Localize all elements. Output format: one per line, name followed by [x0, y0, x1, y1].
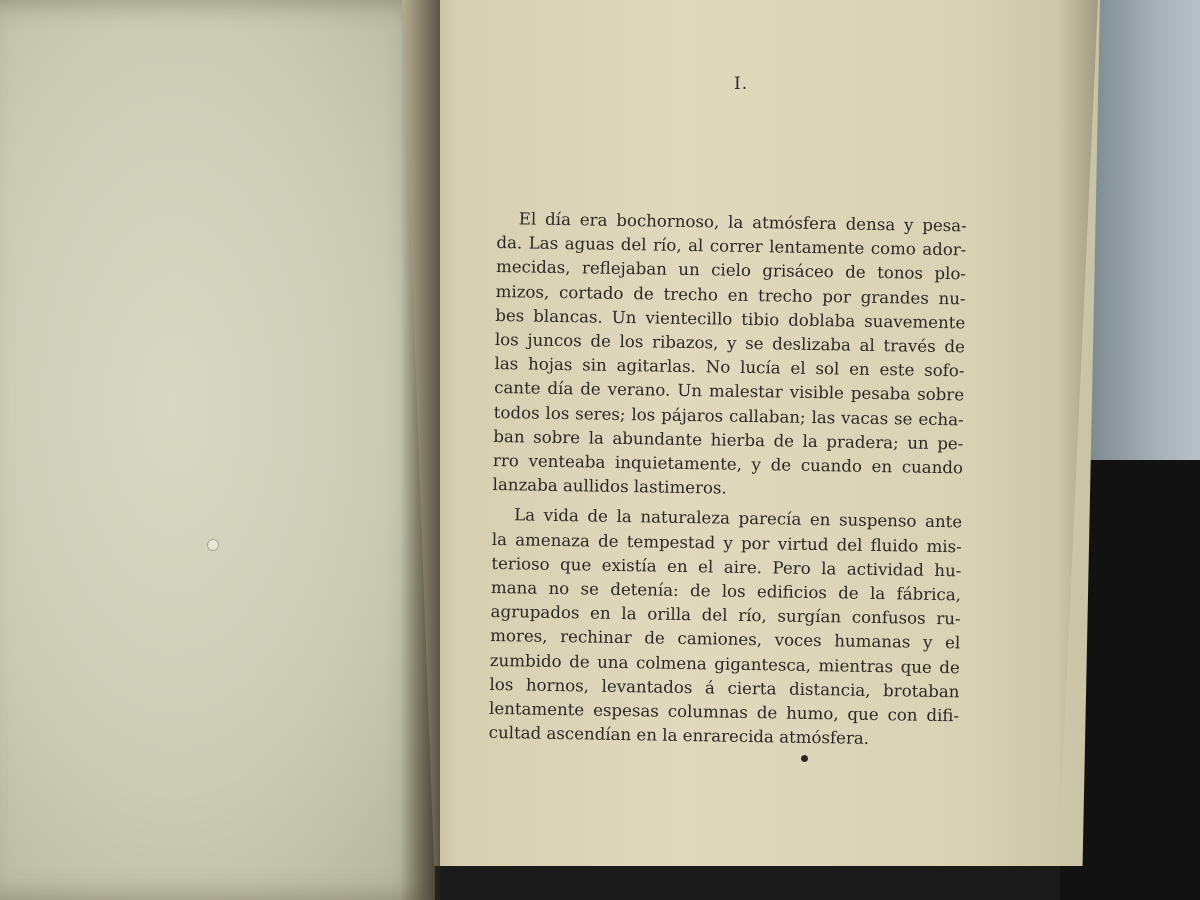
chapter-number: I. — [734, 74, 749, 94]
text-line: mecidas, reflejaban un cielo grisáceo de tonos plo- — [495, 257, 967, 284]
paragraph-2 — [489, 503, 963, 752]
ink-dot-ornament — [801, 755, 808, 762]
paragraph-1 — [492, 207, 967, 505]
text-line: los hornos, levantados á cierta distancia, brotaban — [489, 674, 960, 702]
text-line: todos los seres; los pájaros callaban; las vacas se echa- — [493, 402, 964, 429]
text-line: mizos, cortado de trecho en trecho por grandes nu- — [495, 281, 966, 308]
paper-spot — [207, 539, 219, 551]
text-line: La vida de la naturaleza parecía en suspenso ante — [514, 505, 963, 532]
text-line: los juncos de los ribazos, y se deslizaba al través de — [494, 330, 966, 357]
text-line: El día era bochornoso, la atmósfera densa y pesa- — [518, 209, 967, 236]
text-line: da. Las aguas del río, al correr lentamente como ador- — [496, 233, 967, 260]
text-line: las hojas sin agitarlas. No lucía el sol en este sofo- — [494, 354, 965, 381]
text-line: mana no se detenía: de los edificios de la fábrica, — [490, 578, 962, 605]
text-line: cultad ascendían en la enrarecida atmósfera. — [488, 723, 870, 749]
text-line: rro venteaba inquietamente, y de cuando en cuando — [492, 451, 964, 478]
text-line: cante día de verano. Un malestar visible pesaba sobre — [494, 378, 965, 405]
text-line: la amenaza de tempestad y por virtud del fluido mis- — [491, 529, 962, 556]
text-line: zumbido de una colmena gigantesca, mientras que de — [489, 650, 960, 677]
text-line: terioso que existía en el aire. Pero la actividad hu- — [491, 553, 962, 581]
body-text — [489, 207, 967, 753]
text-line: lanzaba aullidos lastimeros. — [492, 475, 727, 498]
text-line: agrupados en la orilla del río, surgían confusos ru- — [490, 602, 961, 629]
text-line: ban sobre la abundante hierba de la pradera; un pe- — [493, 426, 964, 454]
text-line: bes blancas. Un vientecillo tibio doblaba suavemente — [495, 305, 966, 333]
text-line: lentamente espesas columnas de humo, que con difi- — [488, 699, 960, 726]
left-blank-page — [0, 0, 435, 900]
background-object — [1090, 0, 1200, 480]
text-line: mores, rechinar de camiones, voces humanas y el — [490, 626, 961, 653]
book-gutter — [400, 0, 440, 900]
